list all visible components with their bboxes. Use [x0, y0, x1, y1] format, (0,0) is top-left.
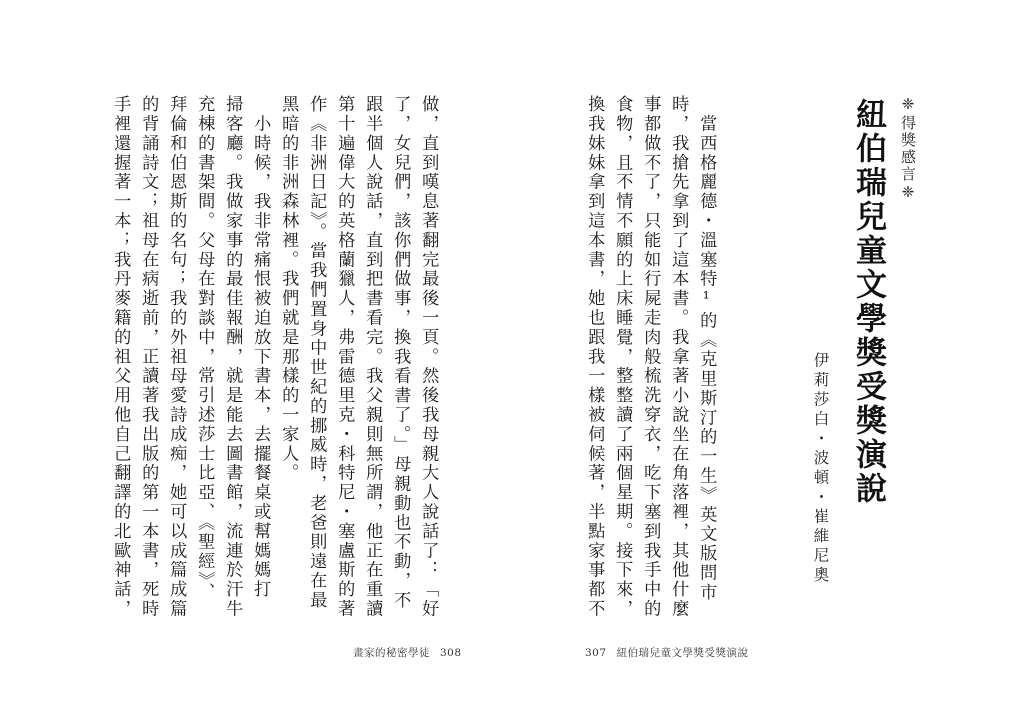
- body-line: 跟半個人說話，直到把書看完。我父親則無所謂，他正在重讀: [362, 95, 383, 619]
- body-line: 換我妹妹拿到這本書，她也跟我一樣被伺候著，半點家事都不: [584, 95, 605, 619]
- footer-page-number: 307: [585, 647, 607, 659]
- footer-chapter-title: 紐伯瑞兒童文學獎受獎演說: [616, 647, 749, 659]
- right-page-footer: [580, 645, 754, 660]
- right-page: [512, 0, 1024, 726]
- left-page-footer: [348, 645, 467, 660]
- body-line: 掃客廳。我做家事的最佳報酬，就是能去圖書館，流連於汗牛: [222, 95, 243, 619]
- body-line: 當西格麗德・溫塞特¹的《克里斯汀的一生》英文版問市: [696, 95, 717, 603]
- body-line: 事都做不了，只能如行屍走肉般梳洗穿衣，吃下塞到我手中的: [640, 95, 661, 619]
- chapter-title: 紐伯瑞兒童文學獎受獎演說: [850, 98, 886, 506]
- footer-book-title: 畫家的秘密學徒: [353, 647, 430, 659]
- body-line: 小時候，我非常痛恨被迫放下書本，去擺餐桌或幫媽媽打: [250, 95, 271, 600]
- author-name: 伊莉莎白・波頓・崔維尼奧: [811, 352, 830, 586]
- body-line: 第十遍偉大的英格蘭獵人，弗雷德里克・科特尼・塞盧斯的著: [334, 95, 355, 619]
- body-line: 黑暗的非洲森林裡。我們就是那樣的一家人。: [278, 95, 299, 483]
- body-line: 拜倫和伯恩斯的名句；我的外祖母愛詩成痴，她可以成篇成篇: [166, 95, 187, 619]
- body-line: 時，我搶先拿到了這本書。我拿著小說坐在角落裡，其他什麼: [668, 95, 689, 619]
- body-line: 充棟的書架間。父母在對談中，常引述莎士比亞、《聖經》、: [194, 95, 215, 602]
- footer-page-number: 308: [440, 647, 462, 659]
- body-line: 作《非洲日記》。當我們置身中世紀的挪威時，老爸則遠在最: [306, 95, 327, 611]
- body-line: 的背誦詩文；祖母在病逝前，正讀著我出版的第一本書，死時: [138, 95, 159, 619]
- body-line: 了，女兒們，該你們做事，換我看書了。」母親動也不動，不: [390, 95, 411, 611]
- body-line: 手裡還握著一本；我丹麥籍的祖父用他自己翻譯的北歐神話，: [110, 95, 131, 619]
- section-label: ❈得獎感言❈: [899, 95, 917, 203]
- body-line: 食物，且不情不願的上床睡覺，整整讀了兩個星期。接下來，: [612, 95, 633, 619]
- body-line: 做，直到嘆息著翻完最後一頁。然後我母親大人說話了：「好: [418, 95, 439, 619]
